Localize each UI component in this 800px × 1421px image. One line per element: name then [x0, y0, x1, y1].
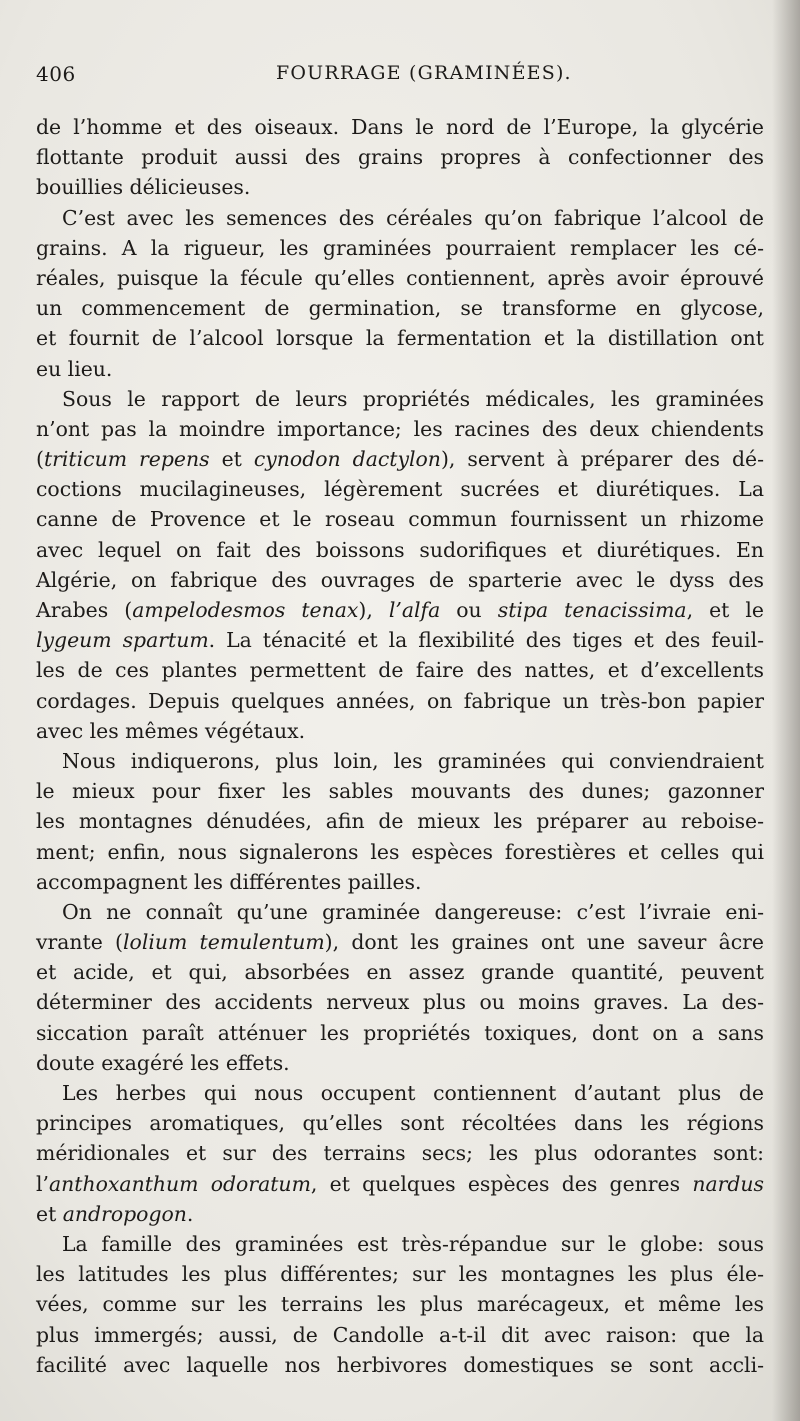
text-line: [36, 1259, 764, 1289]
text-run: un commencement de germination, se transforme en glycose,: [36, 296, 764, 321]
text-run: les montagnes dénudées, afin de mieux les préparer au reboise-: [36, 809, 764, 834]
text-line: [36, 1018, 764, 1048]
text-run: grains. A la rigueur, les graminées pourraient remplacer les cé-: [36, 235, 764, 260]
text-line: [36, 444, 764, 474]
text-line: [36, 1138, 764, 1168]
text-run: bouillies délicieuses.: [36, 175, 251, 200]
italic-term: cynodon dactylon: [253, 447, 441, 472]
text-line: [36, 867, 764, 897]
text-run: accompagnent les différentes pailles.: [36, 869, 422, 894]
text-run: eu lieu.: [36, 356, 113, 381]
text-line: [36, 172, 764, 202]
text-run: le mieux pour fixer les sables mouvants des dunes; gazonner: [36, 779, 764, 804]
text-line: [36, 535, 764, 565]
text-run: vées, comme sur les terrains les plus marécageux, et même les: [36, 1292, 764, 1317]
italic-term: anthoxanthum odoratum: [49, 1171, 311, 1196]
text-line: [36, 837, 764, 867]
italic-term: stipa tenacissima: [497, 598, 687, 622]
text-run: On ne connaît qu’une graminée dangereuse: c’est l’ivraie eni-: [62, 899, 764, 924]
text-run: C’est avec les semences des céréales qu’on fabrique l’alcool de: [62, 205, 764, 230]
running-title: FOURRAGE (GRAMINÉES).: [276, 62, 572, 84]
text-run: ),: [358, 598, 389, 622]
text-run: canne de Provence et le roseau commun fournissent un rhizome: [36, 507, 764, 532]
text-run: n’ont pas la moindre importance; les racines des deux chiendents: [36, 416, 764, 441]
text-line: [36, 746, 764, 776]
text-line: [36, 1199, 764, 1229]
text-run: avec lequel on fait des boissons sudorifiques et diurétiques. En: [36, 537, 764, 562]
text-line: [36, 686, 764, 716]
text-run: siccation paraît atténuer les propriétés toxiques, dont on a sans: [36, 1020, 764, 1045]
text-line: [36, 233, 764, 263]
text-line: [36, 1350, 764, 1380]
text-line: [36, 776, 764, 806]
text-line: [36, 927, 764, 957]
italic-term: lolium temulentum: [123, 930, 325, 955]
text-run: et fournit de l’alcool lorsque la fermentation et la distillation ont: [36, 326, 764, 351]
text-run: flottante produit aussi des grains propres à confectionner des: [36, 145, 764, 170]
text-line: [36, 1229, 764, 1259]
text-line: [36, 625, 764, 655]
italic-term: lygeum spartum: [36, 628, 209, 653]
text-line: [36, 655, 764, 685]
text-run: , et le: [686, 598, 764, 622]
text-line: [36, 595, 764, 625]
text-line: [36, 203, 764, 233]
text-line: [36, 384, 764, 414]
text-run: de l’homme et des oiseaux. Dans le nord de l’Europe, la glycérie: [36, 115, 764, 139]
italic-term: triticum repens: [43, 447, 210, 472]
text-line: [36, 987, 764, 1017]
text-run: (: [36, 447, 44, 472]
text-run: .: [186, 1201, 194, 1226]
text-line: [36, 716, 764, 746]
text-run: plus immergés; aussi, de Candolle a-t-il dit avec raison: que la: [36, 1322, 764, 1347]
text-run: La famille des graminées est très-répandue sur le globe: sous: [62, 1231, 764, 1256]
text-run: ), dont les graines ont une saveur âcre: [324, 930, 764, 955]
page-header: [36, 62, 756, 92]
italic-term: andropogon: [62, 1201, 187, 1226]
text-run: principes aromatiques, qu’elles sont récoltées dans les régions: [36, 1111, 764, 1136]
text-run: Arabes (: [36, 598, 133, 622]
text-run: cordages. Depuis quelques années, on fabrique un très-bon papier: [36, 688, 764, 713]
text-run: déterminer des accidents nerveux plus ou moins graves. La des-: [36, 990, 764, 1015]
text-run: vrante (: [36, 930, 124, 955]
text-run: ou: [440, 598, 498, 622]
text-run: avec les mêmes végétaux.: [36, 718, 306, 743]
text-run: ), servent à préparer des dé-: [440, 447, 764, 472]
text-line: [36, 565, 764, 595]
text-line: [36, 1078, 764, 1108]
text-run: réales, puisque la fécule qu’elles contiennent, après avoir éprouvé: [36, 265, 764, 290]
text-run: facilité avec laquelle nos herbivores domestiques se sont accli-: [36, 1352, 764, 1377]
text-line: [36, 1169, 764, 1199]
text-line: [36, 1289, 764, 1319]
text-run: et: [209, 447, 254, 472]
text-run: les de ces plantes permettent de faire des nattes, et d’excellents: [36, 658, 764, 683]
text-run: Sous le rapport de leurs propriétés médicales, les graminées: [62, 386, 764, 411]
text-run: Les herbes qui nous occupent contiennent d’autant plus de: [62, 1081, 764, 1105]
body-text: [36, 112, 764, 1380]
page-edge-shadow: [772, 0, 800, 1421]
text-run: coctions mucilagineuses, légèrement sucrées et diurétiques. La: [36, 477, 764, 502]
text-run: et acide, et qui, absorbées en assez grande quantité, peuvent: [36, 960, 764, 985]
text-run: méridionales et sur des terrains secs; les plus odorantes sont:: [36, 1141, 764, 1166]
page-number: 406: [36, 62, 76, 86]
text-line: [36, 474, 764, 504]
text-run: doute exagéré les effets.: [36, 1050, 290, 1075]
text-line: [36, 414, 764, 444]
text-line: [36, 957, 764, 987]
text-run: et: [36, 1201, 63, 1226]
text-run: ment; enfin, nous signalerons les espèces forestières et celles qui: [36, 839, 764, 864]
italic-term: ampelodesmos tenax: [132, 598, 359, 622]
text-run: . La ténacité et la flexibilité des tiges et des feuil-: [208, 628, 764, 653]
text-run: les latitudes les plus différentes; sur les montagnes les plus éle-: [36, 1262, 764, 1287]
text-line: [36, 1108, 764, 1138]
text-line: [36, 1320, 764, 1350]
text-run: Algérie, on fabrique des ouvrages de sparterie avec le dyss des: [36, 567, 764, 592]
text-run: , et quelques espèces des genres: [310, 1171, 693, 1196]
text-line: [36, 897, 764, 927]
italic-term: l’alfa: [388, 598, 441, 622]
text-line: [36, 293, 764, 323]
text-line: [36, 1048, 764, 1078]
text-line: [36, 354, 764, 384]
text-line: [36, 112, 764, 142]
text-line: [36, 323, 764, 353]
text-line: [36, 263, 764, 293]
text-run: Nous indiquerons, plus loin, les graminées qui conviendraient: [62, 748, 764, 773]
italic-term: nardus: [692, 1171, 764, 1196]
text-run: l’: [36, 1171, 50, 1196]
text-line: [36, 504, 764, 534]
text-line: [36, 142, 764, 172]
text-line: [36, 806, 764, 836]
